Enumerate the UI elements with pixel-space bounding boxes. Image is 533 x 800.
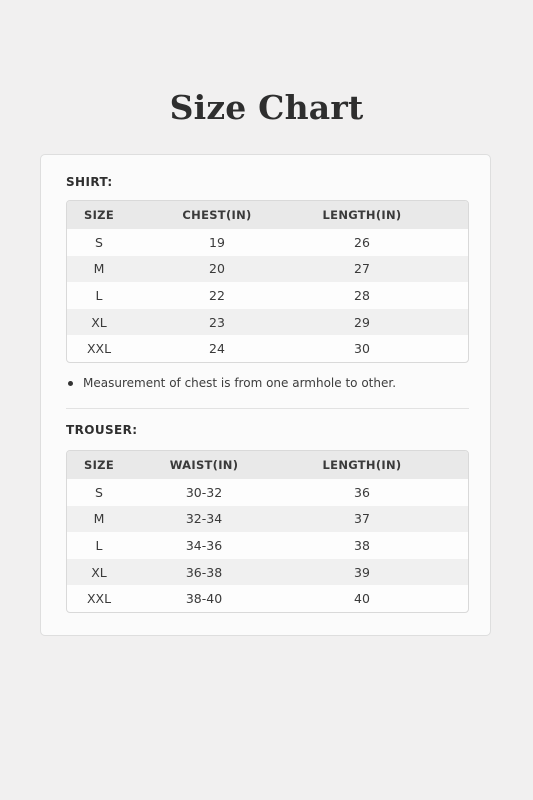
size-cell: L [95, 537, 103, 553]
table-header-row [67, 201, 468, 229]
size-cell: M [93, 261, 105, 277]
size-cell: S [95, 234, 103, 250]
measurement-note [68, 376, 396, 390]
page-title: Size Chart [169, 88, 364, 127]
measurement-note-text: Measurement of chest is from one armhole to other. [83, 376, 397, 390]
column-header: LENGTH(IN) [322, 208, 402, 222]
table-row [67, 532, 468, 559]
table-row [67, 229, 468, 256]
column-header: WAIST(IN) [169, 458, 239, 472]
waist-cell: 32-34 [185, 511, 223, 527]
chest-cell: 24 [209, 341, 225, 357]
length-cell: 28 [354, 287, 370, 303]
table-row [67, 256, 468, 283]
size-cell: XL [91, 314, 107, 330]
shirt-section-title: SHIRT: [66, 175, 113, 189]
size-cell: M [93, 511, 105, 527]
size-cell: XXL [86, 591, 112, 607]
table-header-row [67, 451, 468, 479]
chest-cell: 20 [209, 261, 225, 277]
table-row [67, 479, 468, 506]
length-cell: 36 [354, 484, 370, 500]
table-row [67, 335, 468, 362]
size-cell: XXL [86, 341, 112, 357]
waist-cell: 38-40 [185, 591, 223, 607]
trouser-section-title: TROUSER: [66, 423, 138, 437]
bullet-icon [68, 381, 73, 386]
column-header: CHEST(IN) [182, 208, 252, 222]
length-cell: 39 [354, 564, 370, 580]
section-divider [66, 408, 469, 409]
waist-cell: 36-38 [185, 564, 223, 580]
size-cell: S [95, 484, 103, 500]
column-header: LENGTH(IN) [322, 458, 402, 472]
trouser-size-table [66, 450, 469, 613]
table-row [67, 282, 468, 309]
size-cell: L [95, 287, 103, 303]
table-row [67, 559, 468, 586]
chest-cell: 19 [209, 234, 225, 250]
column-header: SIZE [84, 208, 114, 222]
length-cell: 40 [354, 591, 370, 607]
table-row [67, 585, 468, 612]
waist-cell: 34-36 [185, 537, 223, 553]
table-row [67, 309, 468, 336]
size-chart-card [40, 154, 491, 636]
size-cell: XL [91, 564, 107, 580]
length-cell: 30 [354, 341, 370, 357]
length-cell: 27 [354, 261, 370, 277]
table-row [67, 506, 468, 533]
length-cell: 29 [354, 314, 370, 330]
length-cell: 37 [354, 511, 370, 527]
length-cell: 26 [354, 234, 370, 250]
waist-cell: 30-32 [185, 484, 223, 500]
shirt-size-table [66, 200, 469, 363]
chest-cell: 22 [209, 287, 225, 303]
chest-cell: 23 [209, 314, 225, 330]
column-header: SIZE [84, 458, 114, 472]
length-cell: 38 [354, 537, 370, 553]
